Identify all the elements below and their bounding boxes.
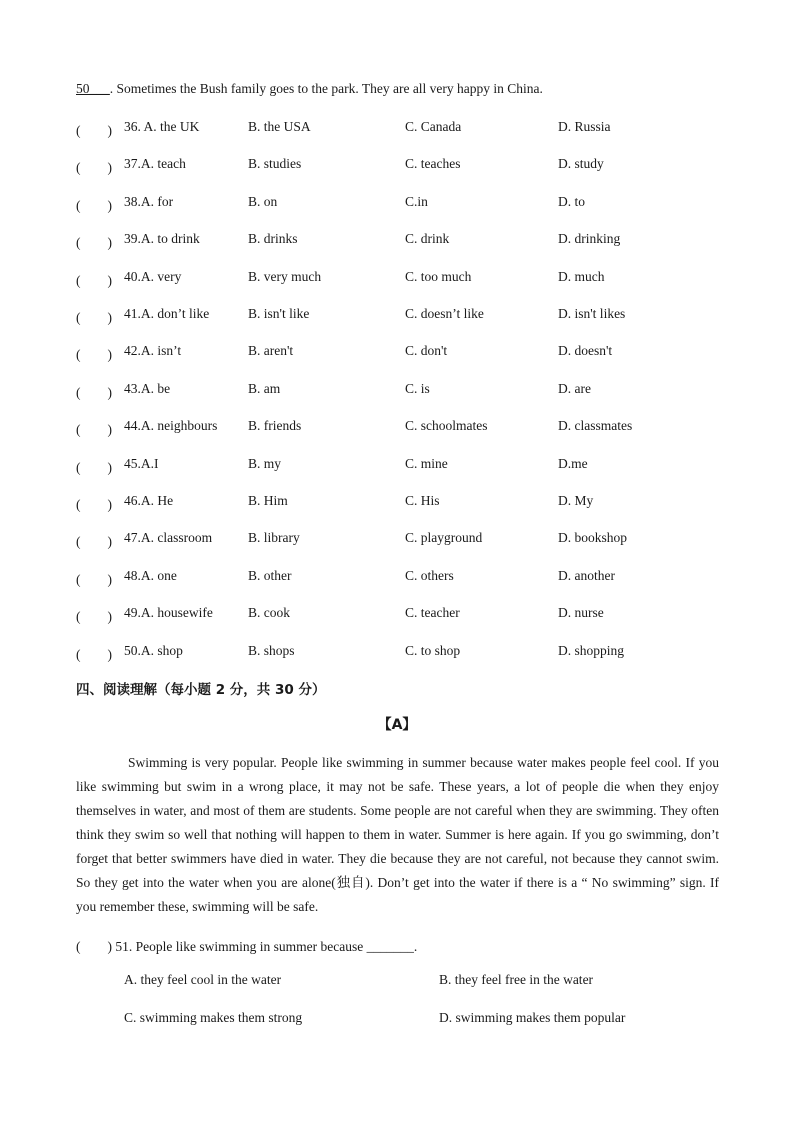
option-c: C. doesn’t like: [405, 306, 484, 321]
question-51-option-a: A. they feel cool in the water: [124, 972, 282, 987]
answer-paren: ( ): [76, 160, 112, 175]
option-c: C. mine: [405, 456, 448, 471]
option-b: B. friends: [248, 418, 302, 433]
option-d: D. My: [558, 493, 594, 508]
question-stem-option-a: 42.A. isn’t: [124, 343, 182, 358]
reading-passage: Swimming is very popular. People like swimming in summer because water makes people feel cool. If you like swimming but swim in a wrong place, it may not be safe. These years, a lot of people die when they enjoy themselves in water, and most of them are students. Some people are not careful when they are swimming. They often think they swim so well that nothing will happen to them in water. Summer is here again. If you go swimming, don’t forget that better swimmers have died in water. They die because they are not careful, not because they cannot swim. So they get into the water when you are alone(独自). Don’t get into the water if there is a “ No swimming” sign. If you remember these, swimming will be safe.: [76, 755, 719, 914]
answer-paren: ( ): [76, 385, 112, 400]
answer-paren: ( ): [76, 123, 112, 138]
option-d: D. isn't likes: [558, 306, 626, 321]
option-d: D. doesn't: [558, 343, 613, 358]
option-b: B. aren't: [248, 343, 294, 358]
option-d: D. are: [558, 381, 591, 396]
option-c: C. is: [405, 381, 430, 396]
option-d: D. nurse: [558, 605, 604, 620]
answer-paren: ( ): [76, 572, 112, 587]
answer-paren: ( ): [76, 273, 112, 288]
intro-blank: 50___: [76, 81, 110, 96]
option-b: B. drinks: [248, 231, 298, 246]
question-stem-option-a: 37.A. teach: [124, 156, 186, 171]
question-stem-option-a: 36. A. the UK: [124, 119, 200, 134]
option-c: C. too much: [405, 269, 472, 284]
option-b: B. very much: [248, 269, 322, 284]
option-c: C. to shop: [405, 643, 461, 658]
answer-paren: ( ): [76, 497, 112, 512]
option-b: B. on: [248, 194, 278, 209]
question-stem-option-a: 41.A. don’t like: [124, 306, 210, 321]
option-b: B. Him: [248, 493, 288, 508]
option-b: B. isn't like: [248, 306, 310, 321]
question-stem-option-a: 46.A. He: [124, 493, 174, 508]
question-stem-option-a: 44.A. neighbours: [124, 418, 218, 433]
option-d: D. drinking: [558, 231, 621, 246]
question-stem-option-a: 50.A. shop: [124, 643, 183, 658]
answer-paren: ( ): [76, 347, 112, 362]
option-b: B. the USA: [248, 119, 311, 134]
option-d: D. study: [558, 156, 604, 171]
option-c: C. teacher: [405, 605, 460, 620]
intro-line: [76, 81, 543, 97]
option-b: B. shops: [248, 643, 295, 658]
question-51-option-d: D. swimming makes them popular: [439, 1010, 626, 1025]
option-c: C. His: [405, 493, 440, 508]
question-stem-option-a: 43.A. be: [124, 381, 171, 396]
option-b: B. cook: [248, 605, 290, 620]
option-c: C. playground: [405, 530, 483, 545]
answer-paren: ( ): [76, 609, 112, 624]
option-b: B. studies: [248, 156, 302, 171]
intro-text: . Sometimes the Bush family goes to the park. They are all very happy in China.: [109, 81, 543, 96]
question-51-option-b: B. they feel free in the water: [439, 972, 594, 987]
option-c: C. drink: [405, 231, 450, 246]
option-b: B. library: [248, 530, 300, 545]
option-d: D. shopping: [558, 643, 625, 658]
option-c: C. teaches: [405, 156, 461, 171]
question-stem-option-a: 39.A. to drink: [124, 231, 200, 246]
question-51-stem: ( ) 51. People like swimming in summer because _______.: [76, 939, 418, 954]
passage-label: 【A】: [377, 717, 417, 733]
answer-paren: ( ): [76, 647, 112, 662]
question-stem-option-a: 38.A. for: [124, 194, 174, 209]
option-d: D. to: [558, 194, 585, 209]
option-d: D. another: [558, 568, 615, 583]
option-c: C. Canada: [405, 119, 462, 134]
option-b: B. am: [248, 381, 281, 396]
question-stem-option-a: 48.A. one: [124, 568, 177, 583]
option-d: D. much: [558, 269, 605, 284]
option-d: D.me: [558, 456, 588, 471]
option-c: C. don't: [405, 343, 448, 358]
question-stem-option-a: 45.A.I: [124, 456, 159, 471]
question-stem-option-a: 49.A. housewife: [124, 605, 213, 620]
question-stem-option-a: 47.A. classroom: [124, 530, 213, 545]
answer-paren: ( ): [76, 534, 112, 549]
question-stem-option-a: 40.A. very: [124, 269, 182, 284]
section-heading: 四、阅读理解（每小题 2 分，共 30 分）: [76, 682, 326, 698]
answer-paren: ( ): [76, 422, 112, 437]
option-c: C.in: [405, 194, 428, 209]
answer-paren: ( ): [76, 460, 112, 475]
option-d: D. classmates: [558, 418, 633, 433]
option-c: C. schoolmates: [405, 418, 488, 433]
option-d: D. bookshop: [558, 530, 628, 545]
option-c: C. others: [405, 568, 454, 583]
question-51-option-c: C. swimming makes them strong: [124, 1010, 303, 1025]
answer-paren: ( ): [76, 310, 112, 325]
answer-paren: ( ): [76, 235, 112, 250]
option-d: D. Russia: [558, 119, 611, 134]
option-b: B. other: [248, 568, 292, 583]
option-b: B. my: [248, 456, 282, 471]
answer-paren: ( ): [76, 198, 112, 213]
